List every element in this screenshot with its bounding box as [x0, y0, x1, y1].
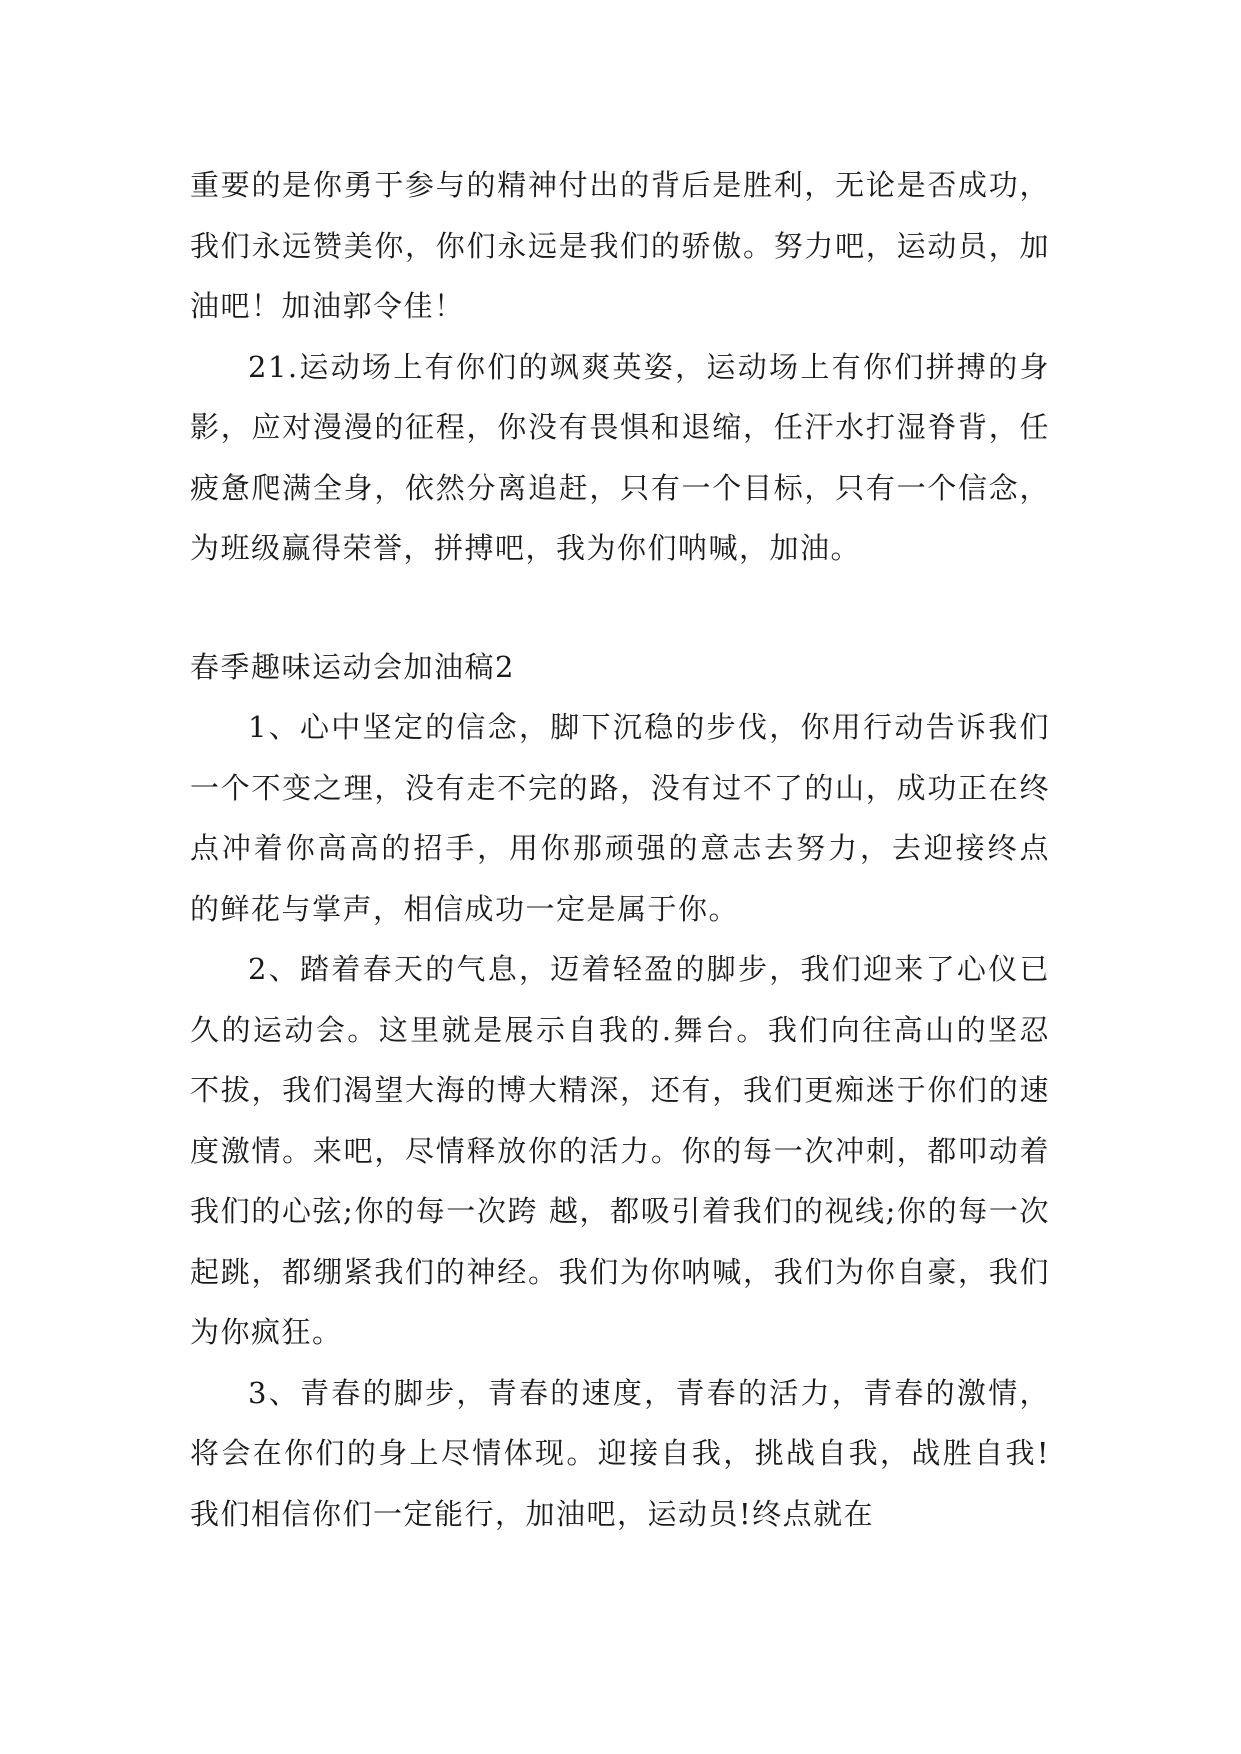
paragraph-continued: 重要的是你勇于参与的精神付出的背后是胜利，无论是否成功，我们永远赞美你，你们永远是我们的骄傲。努力吧，运动员，加油吧！加油郭令佳！ — [190, 168, 1050, 323]
section-title: 春季趣味运动会加油稿2 — [190, 649, 515, 684]
document-body — [190, 155, 1050, 1544]
paragraph-1: 1、心中坚定的信念，脚下沉稳的步伐，你用行动告诉我们一个不变之理，没有走不完的路，没有过不了的山，成功正在终点冲着你高高的招手，用你那顽强的意志去努力，去迎接终点 的鲜花与掌声，相信成功一定是属于你。 — [190, 710, 1050, 926]
paragraph-2: 2、踏着春天的气息，迈着轻盈的脚步，我们迎来了心仪已久的运动会。这里就是展示自我的.舞台。我们向往高山的坚忍不拔，我们渴望大海的博大精深，还有，我们更痴迷于你们的速 度激情。来吧，尽情释放你的活力。你的每一次冲刺，都叩动着我们的心弦;你的每一次跨 越，都吸引着我们的视线;你的每一次起跳，都绷紧我们的神经。我们为你呐喊，我们为你自豪，我们为你疯狂。 — [190, 952, 1050, 1349]
paragraph-21: 21.运动场上有你们的飒爽英姿，运动场上有你们拼搏的身影，应对漫漫的征程，你没有畏惧和退缩，任汗水打湿脊背，任疲惫爬满全身，依然分离追赶，只有一个目标，只有一个信念，为班级赢得荣誉，拼搏吧，我为你们呐喊，加油。 — [190, 349, 1050, 565]
paragraph-3: 3、青春的脚步，青春的速度，青春的活力，青春的激情，将会在你们的身上尽情体现。迎接自我，挑战自我，战胜自我!我们相信你们一定能行，加油吧，运动员!终点就在 — [190, 1375, 1050, 1531]
